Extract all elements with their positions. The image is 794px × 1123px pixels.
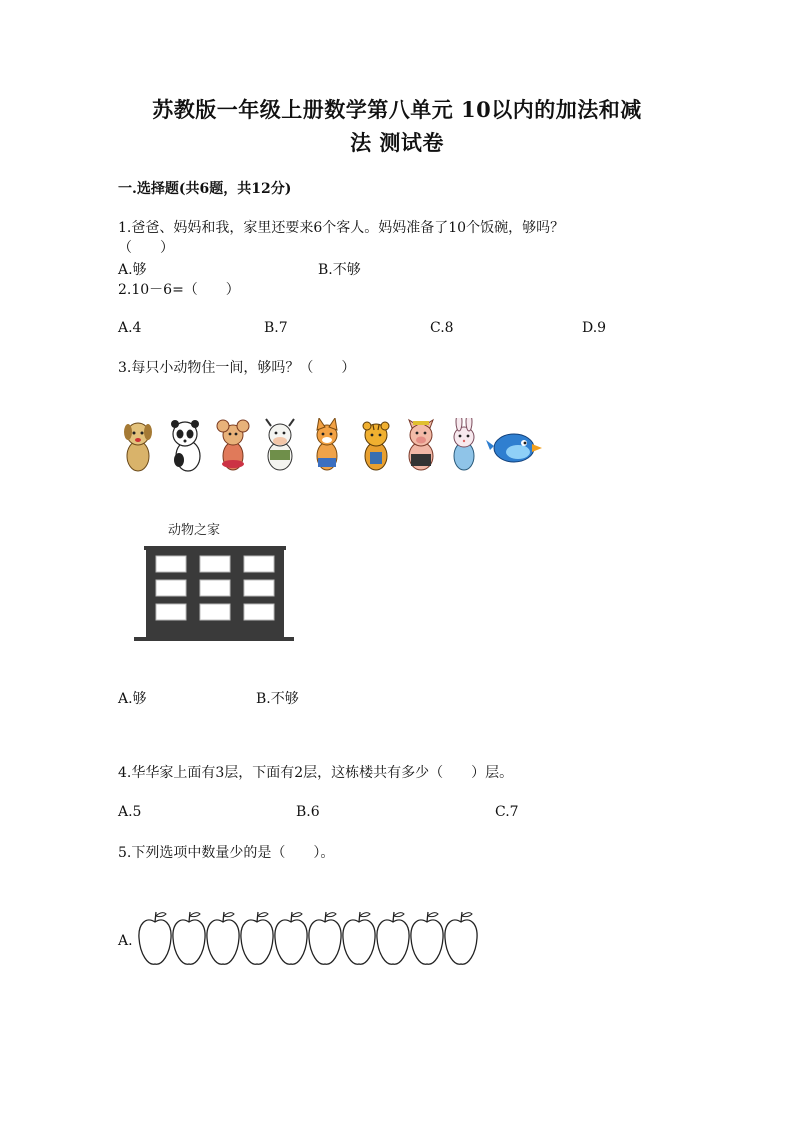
question-3-stem: 3.每只小动物住一间，够吗？（ ） [118,360,356,376]
apple-icon [275,912,307,964]
mouse-icon [217,420,249,470]
question-2-option-a[interactable]: A.4 [118,320,142,336]
animal-house-figure [134,518,294,646]
question-1-option-b[interactable]: B.不够 [318,262,361,278]
dog-icon [124,423,152,471]
question-1-stem: 1.爸爸、妈妈和我，家里还要来6个客人。妈妈准备了10个饭碗，够吗？ [118,220,565,236]
apple-icon [173,912,205,964]
tiger-icon [363,422,389,470]
house-label: 动物之家 [168,522,221,537]
apple-icon [241,912,273,964]
section-heading: 一.选择题(共6题，共12分) [118,181,292,197]
animals-figure [116,418,546,474]
question-4-option-c[interactable]: C.7 [495,804,519,820]
question-1-option-a[interactable]: A.够 [118,262,147,278]
bird-icon [486,434,542,462]
question-1-blank: （ ） [118,240,174,256]
apple-icon [207,912,239,964]
question-3-option-b[interactable]: B.不够 [256,691,299,707]
question-2-option-b[interactable]: B.7 [264,320,288,336]
pig-icon [409,420,433,470]
apples-figure [138,906,483,968]
panda-icon [171,420,200,471]
title-line-1: 苏教版一年级上册数学第八单元 10以内的加法和减 [152,97,642,122]
apple-icon [309,912,341,964]
question-2-stem: 2.10－6=（ ） [118,282,240,298]
cow-icon [266,419,294,470]
question-4-stem: 4.华华家上面有3层，下面有2层，这栋楼共有多少（ ）层。 [118,765,514,781]
fox-icon [317,418,337,470]
apple-icon [445,912,477,964]
question-2-option-c[interactable]: C.8 [430,320,454,336]
question-4-option-a[interactable]: A.5 [118,804,142,820]
apple-icon [377,912,409,964]
question-5-option-a[interactable]: A. [118,933,133,949]
apple-icon [343,912,375,964]
page-title [100,93,694,159]
rabbit-icon [454,418,474,470]
building-icon [134,546,294,641]
question-3-option-a[interactable]: A.够 [118,691,147,707]
question-5-stem: 5.下列选项中数量少的是（ ）。 [118,845,335,861]
apple-icon [411,912,443,964]
question-2-option-d[interactable]: D.9 [582,320,607,336]
apple-icon [139,912,171,964]
title-line-2: 法 测试卷 [350,130,444,155]
question-4-option-b[interactable]: B.6 [296,804,320,820]
